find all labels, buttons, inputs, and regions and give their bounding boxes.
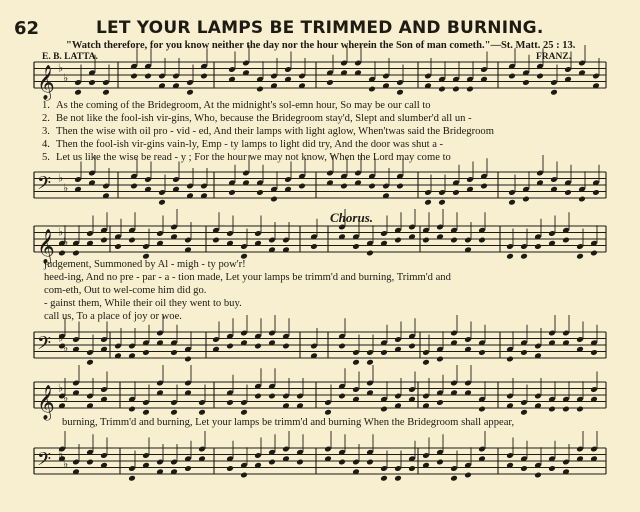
flat-icon: ♭ (63, 341, 69, 355)
note-head (520, 465, 528, 472)
note-head (436, 399, 444, 406)
note-head (548, 465, 556, 472)
treble-clef-icon: 𝄞 (37, 385, 55, 420)
verse-line: heed-ing, And no pre - par - a - tion made, Let your lamps be trimm'd and burning, Trimm'd and (44, 272, 451, 283)
note-head (508, 73, 516, 80)
flat-icon: ♭ (58, 61, 64, 75)
verse-line: 1. As the coming of the Bridegroom, At the midnight's sol-emn hour, So may be our call to (42, 100, 431, 111)
flat-icon: ♭ (58, 447, 64, 461)
note-head (88, 79, 96, 86)
note-head (522, 196, 530, 203)
note-head (562, 406, 570, 413)
verse-line: 5. Let us like the wise be read - y ; For the hour we may not know, When the Lord may come to (42, 152, 451, 163)
note-head (86, 359, 94, 366)
note-head (576, 406, 584, 413)
note-head (102, 89, 110, 96)
note-head (508, 199, 516, 206)
note-head (158, 199, 166, 206)
note-head (240, 409, 248, 416)
note-head (424, 199, 432, 206)
note-head (366, 459, 374, 466)
note-head (520, 253, 528, 260)
flat-icon: ♭ (58, 171, 64, 185)
bass-clef-icon: 𝄢 (37, 333, 52, 359)
note-head (480, 183, 488, 190)
note-head (170, 349, 178, 356)
note-head (198, 409, 206, 416)
note-head (256, 189, 264, 196)
note-head (592, 189, 600, 196)
note-head (590, 349, 598, 356)
note-head (86, 459, 94, 466)
note-head (366, 250, 374, 257)
note-head (254, 343, 262, 350)
note-head (130, 183, 138, 190)
note-head (130, 73, 138, 80)
page-number: 62 (14, 18, 40, 39)
note-head (380, 475, 388, 482)
system3-lyrics: burning, Trimm'd and burning, Let your lamps be trimm'd and burning When the Bridegroom shall appear, (62, 417, 515, 428)
note-head (338, 343, 346, 350)
note-head (408, 343, 416, 350)
note-head (478, 237, 486, 244)
note-head (562, 237, 570, 244)
note-head (74, 89, 82, 96)
note-head (450, 237, 458, 244)
note-head (128, 475, 136, 482)
note-head (268, 393, 276, 400)
treble-clef-icon: 𝄞 (37, 229, 55, 264)
note-head (338, 459, 346, 466)
verse-line: 3. Then the wise with oil pro - vid - ed, And their lamps with light aglow, When'twas said the Bridegroom (42, 126, 494, 137)
note-head (438, 199, 446, 206)
note-head (226, 399, 234, 406)
note-head (564, 189, 572, 196)
note-head (368, 183, 376, 190)
verse-line: call us, To a place of joy or woe. (44, 311, 182, 322)
note-head (550, 89, 558, 96)
note-head (396, 183, 404, 190)
note-head (396, 89, 404, 96)
note-head (422, 359, 430, 366)
verse-line: 2. Be not like the fool-ish vir-gins, Who, because the Bridegroom stay'd, Slept and slumber'd all un - (42, 113, 472, 124)
note-head (228, 189, 236, 196)
note-head (576, 253, 584, 260)
note-head (142, 349, 150, 356)
note-head (144, 73, 152, 80)
note-head (186, 89, 194, 96)
flat-icon: ♭ (63, 71, 69, 85)
verse-line: 4. Then the fool-ish vir-gins vain-ly, Emp - ty lamps to light did try, And the door was shut a - (42, 139, 444, 150)
note-head (408, 465, 416, 472)
note-head (240, 472, 248, 479)
note-head (394, 237, 402, 244)
note-head (142, 409, 150, 416)
note-head (438, 86, 446, 93)
note-head (114, 243, 122, 250)
note-head (536, 73, 544, 80)
flat-icon: ♭ (58, 331, 64, 345)
flat-icon: ♭ (63, 391, 69, 405)
scripture-epigraph: "Watch therefore, for you know neither the day nor the hour wherein the Son of man cometh."—St. Matt. 25 : 13. (66, 40, 576, 51)
note-head (506, 356, 514, 363)
verse-line: judgement, Summoned by Al - migh - ty pow'r! (44, 259, 246, 270)
chorus-label: Chorus. (330, 210, 373, 225)
note-head (506, 253, 514, 260)
note-head (436, 459, 444, 466)
note-head (590, 250, 598, 257)
note-head (352, 359, 360, 366)
note-head (256, 86, 264, 93)
note-head (100, 237, 108, 244)
note-head (464, 472, 472, 479)
note-head (578, 196, 586, 203)
note-head (548, 406, 556, 413)
note-head (478, 349, 486, 356)
note-head (296, 459, 304, 466)
note-head (520, 409, 528, 416)
note-head (310, 243, 318, 250)
note-head (226, 465, 234, 472)
bass-clef-icon: 𝄢 (37, 173, 52, 199)
flat-icon: ♭ (63, 457, 69, 471)
flat-icon: ♭ (58, 381, 64, 395)
note-head (270, 196, 278, 203)
note-head (200, 73, 208, 80)
note-head (452, 189, 460, 196)
note-head (466, 86, 474, 93)
note-head (128, 406, 136, 413)
note-head (478, 406, 486, 413)
bass-clef-icon: 𝄢 (37, 449, 52, 475)
composer-credit: FRANZ. (536, 52, 572, 62)
note-head (298, 183, 306, 190)
note-head (394, 475, 402, 482)
note-head (326, 79, 334, 86)
hymn-title: LET YOUR LAMPS BE TRIMMED AND BURNING. (96, 18, 544, 38)
note-head (58, 250, 66, 257)
note-head (352, 243, 360, 250)
note-head (368, 86, 376, 93)
note-head (324, 409, 332, 416)
lyricist-credit: E. B. LATTA. (42, 52, 98, 62)
note-head (380, 349, 388, 356)
note-head (212, 237, 220, 244)
verse-line: - gainst them, While their oil they went to buy. (44, 298, 242, 309)
note-head (534, 472, 542, 479)
note-head (452, 86, 460, 93)
note-head (366, 359, 374, 366)
note-head (380, 406, 388, 413)
note-head (254, 393, 262, 400)
note-head (184, 465, 192, 472)
note-head (436, 356, 444, 363)
note-head (72, 250, 80, 257)
note-head (522, 79, 530, 86)
note-head (340, 183, 348, 190)
note-head (184, 356, 192, 363)
treble-clef-icon: 𝄞 (37, 65, 55, 100)
flat-icon: ♭ (63, 181, 69, 195)
verse-line: com-eth, Out to wel-come him did go. (44, 285, 207, 296)
note-head (450, 475, 458, 482)
note-head (520, 349, 528, 356)
note-head (170, 409, 178, 416)
flat-icon: ♭ (63, 235, 69, 249)
note-head (338, 393, 346, 400)
flat-icon: ♭ (58, 225, 64, 239)
note-head (128, 237, 136, 244)
note-head (422, 237, 430, 244)
note-head (534, 243, 542, 250)
note-head (268, 459, 276, 466)
note-head (226, 343, 234, 350)
note-head (282, 343, 290, 350)
